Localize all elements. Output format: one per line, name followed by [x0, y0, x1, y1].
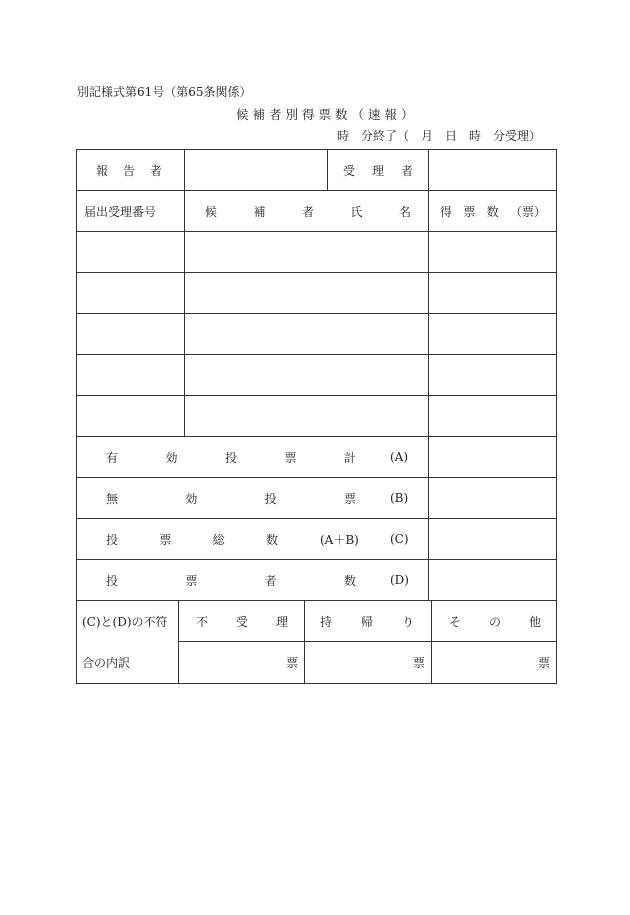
- candidate-votes-cell[interactable]: [429, 314, 556, 354]
- candidate-number-cell[interactable]: [77, 314, 184, 354]
- reporter-field[interactable]: [185, 150, 327, 190]
- label-char: 票: [284, 450, 297, 465]
- voter-count-code: (D): [390, 573, 409, 587]
- total-votes-code: (C): [390, 532, 409, 546]
- reporter-label: [96, 150, 162, 190]
- label-char: の: [488, 614, 501, 629]
- total-votes-field[interactable]: [429, 519, 556, 559]
- label-char: 理: [371, 163, 384, 178]
- label-char: 名: [398, 204, 411, 219]
- candidate-votes-cell[interactable]: [429, 355, 556, 395]
- valid-votes-label: [106, 437, 356, 477]
- label-char: 効: [165, 450, 178, 465]
- invalid-votes-label: [106, 478, 356, 518]
- candidate-number-cell[interactable]: [77, 232, 184, 272]
- label-char: り: [401, 614, 414, 629]
- receiver-label: [343, 150, 413, 190]
- candidate-votes-cell[interactable]: [429, 396, 556, 436]
- label-char: （票）: [509, 204, 546, 219]
- candidate-name-cell[interactable]: [185, 355, 428, 395]
- name-column-header: [205, 191, 411, 231]
- candidate-name-cell[interactable]: [185, 232, 428, 272]
- vote-unit: 票: [285, 656, 298, 670]
- label-char: 者: [149, 163, 162, 178]
- label-char: 数: [343, 573, 356, 588]
- vote-unit: 票: [537, 656, 550, 670]
- number-column-header: 届出受理番号: [84, 204, 157, 219]
- discrepancy-label-line1: (C)と(D)の不符: [82, 614, 168, 629]
- label-char: 投: [106, 573, 119, 588]
- vote-unit: 票: [412, 656, 425, 670]
- label-char: そ: [449, 614, 462, 629]
- receiver-field[interactable]: [429, 150, 556, 190]
- label-char: 補: [253, 204, 266, 219]
- discrepancy-label-line2: 合の内訳: [82, 656, 131, 670]
- invalid-votes-field[interactable]: [429, 478, 556, 518]
- label-char: 数: [486, 204, 499, 219]
- candidate-name-cell[interactable]: [185, 314, 428, 354]
- label-char: 票: [185, 573, 198, 588]
- table-rule: [327, 149, 328, 190]
- label-char: 票: [159, 532, 172, 547]
- label-char: 者: [264, 573, 277, 588]
- label-char: 得: [440, 204, 453, 219]
- label-char: 受: [235, 614, 248, 629]
- candidate-number-cell[interactable]: [77, 273, 184, 313]
- total-votes-label: [106, 519, 278, 559]
- candidate-name-cell[interactable]: [185, 273, 428, 313]
- other-header: [449, 601, 541, 641]
- taken-home-header: [320, 601, 414, 641]
- voter-count-field[interactable]: [429, 560, 556, 600]
- label-char: 候: [205, 204, 218, 219]
- voter-count-label: [106, 560, 356, 600]
- label-char: 他: [528, 614, 541, 629]
- label-char: 効: [185, 491, 198, 506]
- votes-column-header: [440, 191, 546, 231]
- label-char: 告: [122, 163, 135, 178]
- label-char: 報: [96, 163, 109, 178]
- label-char: 投: [264, 491, 277, 506]
- table-rule: [556, 149, 557, 684]
- valid-votes-field[interactable]: [429, 437, 556, 477]
- label-char: 氏: [350, 204, 363, 219]
- label-char: 票: [463, 204, 476, 219]
- label-char: 者: [400, 163, 413, 178]
- candidate-name-cell[interactable]: [185, 396, 428, 436]
- candidate-number-cell[interactable]: [77, 396, 184, 436]
- label-char: 不: [196, 614, 209, 629]
- label-char: 受: [343, 163, 356, 178]
- total-votes-formula: (A＋B): [320, 532, 359, 547]
- label-char: 無: [106, 491, 119, 506]
- label-char: 有: [106, 450, 119, 465]
- label-char: 総: [212, 532, 225, 547]
- taken-home-votes-field[interactable]: [305, 642, 425, 683]
- form-number-label: 別記様式第61号（第65条関係）: [77, 85, 252, 99]
- not-received-header: [196, 601, 288, 641]
- label-char: 持: [320, 614, 333, 629]
- valid-votes-code: (A): [390, 450, 409, 464]
- page-title: 候補者別得票数（速報）: [236, 107, 418, 122]
- time-received-line: 時 分終了（ 月 日 時 分受理）: [337, 129, 542, 143]
- candidate-votes-cell[interactable]: [429, 232, 556, 272]
- not-received-votes-field[interactable]: [179, 642, 298, 683]
- label-char: 者: [301, 204, 314, 219]
- label-char: 理: [275, 614, 288, 629]
- label-char: 計: [343, 450, 356, 465]
- label-char: 投: [224, 450, 237, 465]
- label-char: 投: [106, 532, 119, 547]
- other-votes-field[interactable]: [432, 642, 550, 683]
- label-char: 票: [343, 491, 356, 506]
- invalid-votes-code: (B): [390, 491, 409, 505]
- table-rule: [76, 683, 557, 684]
- label-char: 帰: [360, 614, 373, 629]
- candidate-votes-cell[interactable]: [429, 273, 556, 313]
- label-char: 数: [265, 532, 278, 547]
- candidate-number-cell[interactable]: [77, 355, 184, 395]
